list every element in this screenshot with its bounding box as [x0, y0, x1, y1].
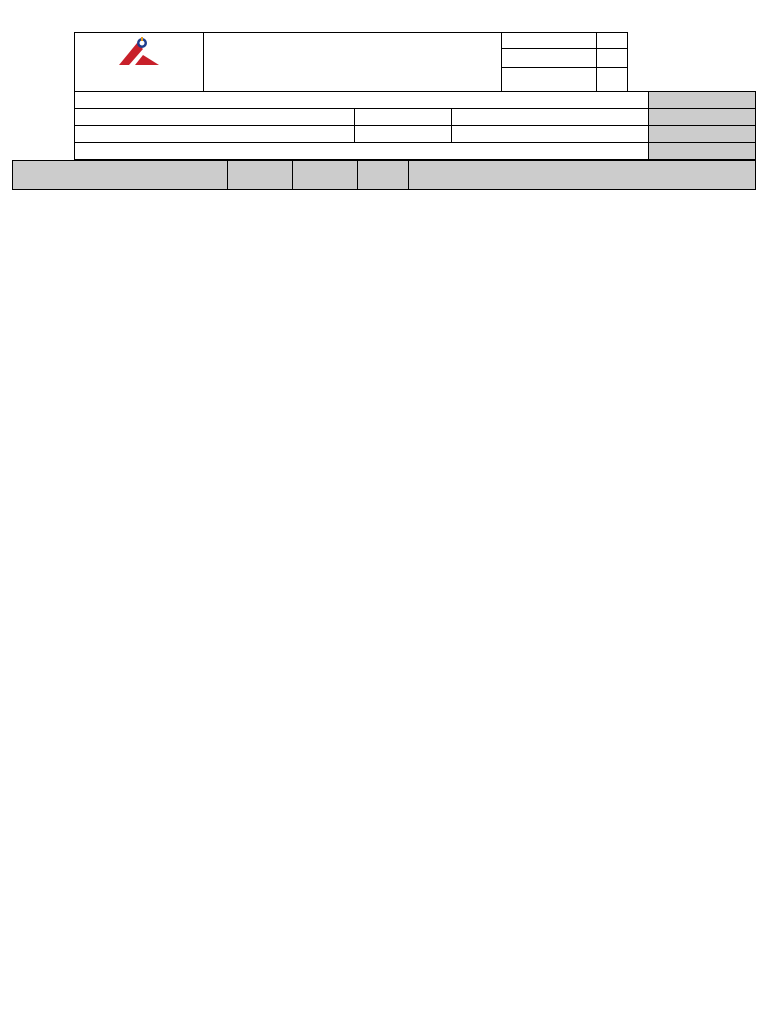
col-max: [358, 161, 409, 190]
grade-label: [355, 126, 452, 143]
col-higher: [228, 161, 293, 190]
col-factors: [409, 161, 756, 190]
header-block: [74, 32, 628, 92]
grade: [75, 126, 355, 143]
job-title: [452, 126, 649, 143]
hire-date: [75, 109, 355, 126]
hire-date-label: [355, 109, 452, 126]
org-logo-icon: [115, 35, 165, 67]
doc-info: [502, 33, 627, 91]
employee-name-label: [649, 92, 756, 109]
employee-info-table: [74, 91, 756, 160]
doc-info-divider-v: [596, 33, 597, 91]
doc-info-divider-h1: [502, 48, 627, 49]
col-notes: [13, 161, 228, 190]
employee-id: [452, 109, 649, 126]
department-label: [649, 143, 756, 160]
doc-info-divider-h2: [502, 67, 627, 68]
org-logo-area: [75, 33, 204, 91]
title-area: [204, 33, 502, 91]
department: [75, 143, 649, 160]
evaluation-table: [12, 160, 756, 190]
col-direct: [293, 161, 358, 190]
employee-name: [75, 92, 649, 109]
job-title-label: [649, 126, 756, 143]
employee-id-label: [649, 109, 756, 126]
